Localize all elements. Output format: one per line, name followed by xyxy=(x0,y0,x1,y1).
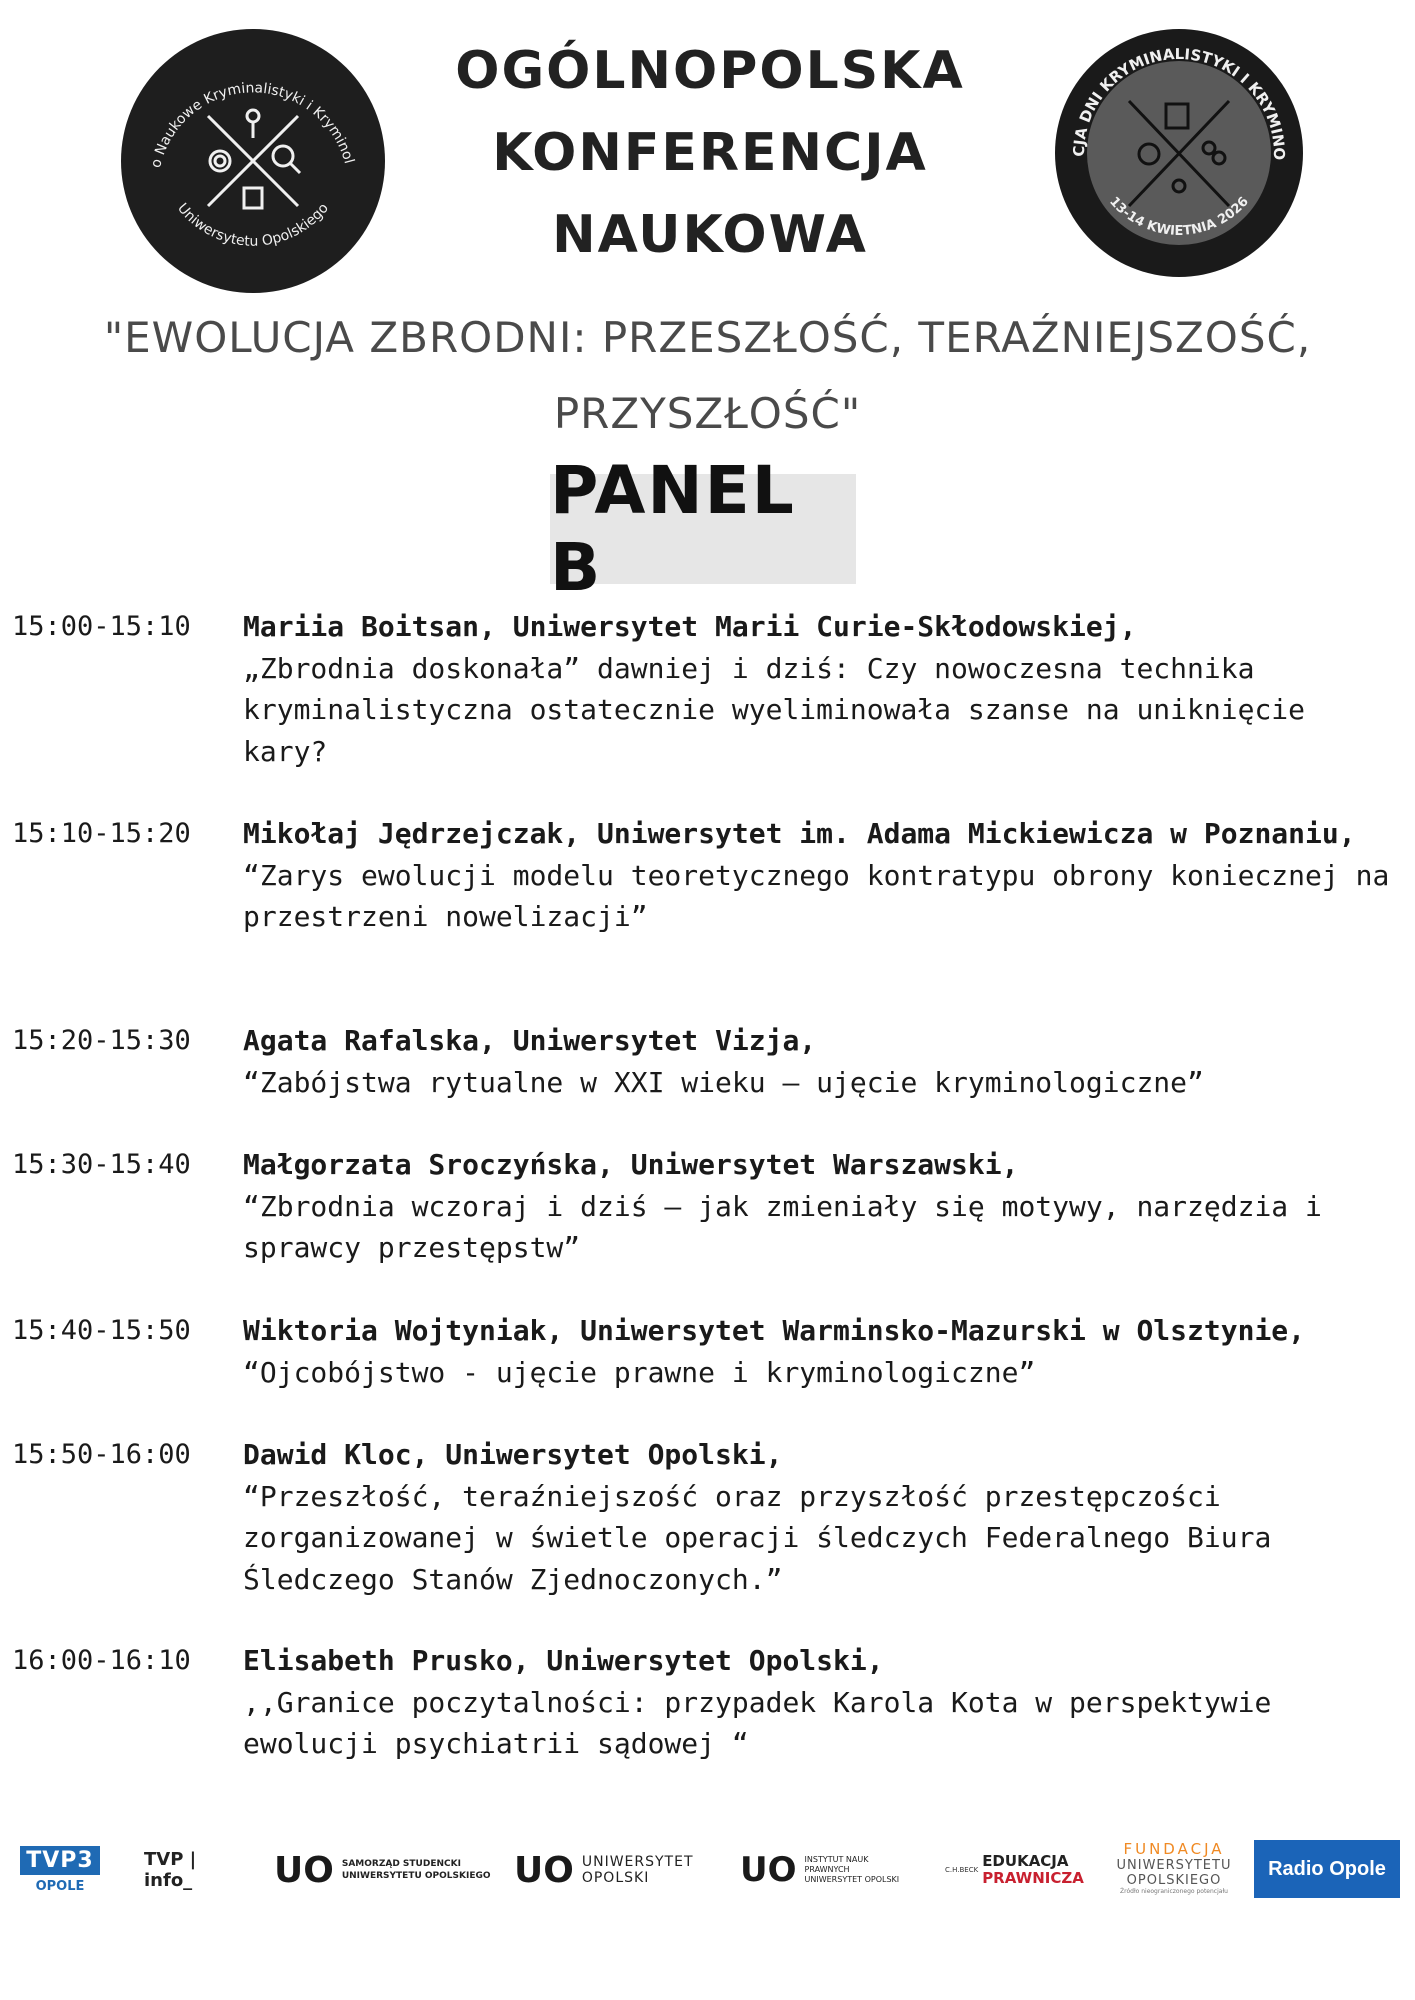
entry-body xyxy=(243,1144,1403,1269)
uo-samorzad-line1: SAMORZĄD STUDENCKI xyxy=(341,1859,461,1869)
circle-logo-kolo-naukowe xyxy=(120,28,386,294)
logo-right-top-text: CJA DNI KRYMINALISTYKI I KRYMINO xyxy=(1069,44,1289,161)
uo-uniwersytet-logo xyxy=(514,1840,696,1900)
entry-body xyxy=(243,1310,1403,1393)
uo-mark: UO xyxy=(274,1849,334,1891)
circle-logo-v-edycja xyxy=(1054,26,1304,280)
logo-right-bottom-text: 13-14 KWIETNIA 2026 xyxy=(1106,194,1252,239)
uo-inp-logo xyxy=(740,1840,905,1900)
fundacja-line1: FUNDACJA xyxy=(1123,1839,1225,1858)
conference-title xyxy=(430,30,990,276)
panel-label-box xyxy=(550,452,856,606)
edukacja-line1: EDUKACJA xyxy=(982,1852,1069,1870)
uo-inp-line2: PRAWNYCH xyxy=(804,1865,850,1874)
entry-time: 15:20-15:30 xyxy=(12,1025,191,1056)
logo-left-top-text: o Naukowe Kryminalistyki i Kryminol xyxy=(148,80,357,170)
entry-body xyxy=(243,606,1403,772)
entry-talk-title: “Przeszłość, teraźniejszość oraz przyszłość przestępczości zorganizowanej w świetle operacji śledczych Federalnego Biura Śledczego Stanów Zjednoczonych.” xyxy=(243,1479,1272,1596)
subtitle-line-1: "EWOLUCJA ZBRODNI: PRZESZŁOŚĆ, TERAŹNIEJSZOŚĆ, xyxy=(103,313,1312,362)
conference-subtitle xyxy=(90,300,1325,452)
edukacja-small: C.H.BECK xyxy=(945,1866,979,1874)
fundacja-line3: OPOLSKIEGO xyxy=(1126,1872,1222,1888)
uo-uni-line2: OPOLSKI xyxy=(581,1870,650,1886)
edukacja-prawnicza-logo xyxy=(945,1840,1085,1900)
entry-time: 15:10-15:20 xyxy=(12,818,191,849)
fundacja-line4: Źródło nieograniczonego potencjału xyxy=(1120,1887,1228,1895)
logo-left-bottom-text: Uniwersytetu Opolskiego xyxy=(174,200,332,250)
entry-speaker: Wiktoria Wojtyniak, Uniwersytet Warminsko-Mazurski w Olsztynie, xyxy=(243,1314,1306,1347)
entry-time: 15:40-15:50 xyxy=(12,1315,191,1346)
radio-opole-logo xyxy=(1254,1840,1400,1898)
entry-talk-title: “Zarys ewolucji modelu teoretycznego kontratypu obrony koniecznej na przestrzeni nowelizacji” xyxy=(243,858,1390,933)
fundacja-uo-logo xyxy=(1104,1832,1244,1902)
entry-time: 15:00-15:10 xyxy=(12,611,191,642)
entry-body xyxy=(243,813,1403,938)
tvp-info-logo xyxy=(144,1840,248,1900)
tvp3-city: OPOLE xyxy=(35,1879,85,1894)
entry-speaker: Mariia Boitsan, Uniwersytet Marii Curie-Skłodowskiej, xyxy=(243,610,1137,643)
sponsor-logos xyxy=(0,1840,1415,1950)
entry-speaker: Małgorzata Sroczyńska, Uniwersytet Warszawski, xyxy=(243,1148,1019,1181)
entry-speaker: Elisabeth Prusko, Uniwersytet Opolski, xyxy=(243,1644,884,1677)
entry-body xyxy=(243,1640,1403,1765)
edukacja-line2: PRAWNICZA xyxy=(982,1869,1084,1887)
entry-talk-title: “Zbrodnia wczoraj i dziś – jak zmieniały się motywy, narzędzia i sprawcy przestępstw” xyxy=(243,1189,1322,1264)
panel-label: PANEL B xyxy=(550,452,796,606)
uo-uni-line1: UNIWERSYTET xyxy=(581,1854,694,1870)
uo-samorzad-logo xyxy=(274,1840,499,1900)
title-line-2: KONFERENCJA xyxy=(492,123,928,183)
title-line-3: NAUKOWA xyxy=(552,205,868,265)
entry-time: 15:50-16:00 xyxy=(12,1439,191,1470)
uo-mark: UO xyxy=(740,1850,797,1890)
entry-talk-title: ,,Granice poczytalności: przypadek Karola Kota w perspektywie ewolucji psychiatrii sądowej “ xyxy=(243,1685,1272,1760)
entry-time: 15:30-15:40 xyxy=(12,1149,191,1180)
entry-body xyxy=(243,1434,1403,1600)
tvp3-mark: TVP3 xyxy=(20,1846,99,1875)
tvp-info-text: TVP | info_ xyxy=(144,1849,197,1891)
subtitle-line-2: PRZYSZŁOŚĆ" xyxy=(553,389,862,438)
title-line-1: OGÓLNOPOLSKA xyxy=(455,41,965,101)
fundacja-line2: UNIWERSYTETU xyxy=(1116,1857,1232,1873)
entry-talk-title: “Ojcobójstwo - ujęcie prawne i kryminologiczne” xyxy=(243,1355,1036,1389)
entry-talk-title: “Zabójstwa rytualne w XXI wieku – ujęcie kryminologiczne” xyxy=(243,1065,1204,1099)
entry-body xyxy=(243,1020,1403,1103)
radio-opole-text: Radio Opole xyxy=(1268,1857,1386,1880)
entry-talk-title: „Zbrodnia doskonała” dawniej i dziś: Czy nowoczesna technika kryminalistyczna ostatecznie wyeliminowała szanse na uniknięcie kary? xyxy=(243,651,1306,768)
entry-time: 16:00-16:10 xyxy=(12,1645,191,1676)
uo-inp-line1: INSTYTUT NAUK xyxy=(804,1855,869,1864)
uo-mark: UO xyxy=(514,1849,574,1891)
entry-speaker: Agata Rafalska, Uniwersytet Vizja, xyxy=(243,1024,817,1057)
tvp3-opole-logo xyxy=(14,1840,106,1900)
uo-samorzad-line2: UNIWERSYTETU OPOLSKIEGO xyxy=(341,1871,491,1881)
entry-speaker: Dawid Kloc, Uniwersytet Opolski, xyxy=(243,1438,783,1471)
uo-inp-line3: UNIWERSYTET OPOLSKI xyxy=(804,1875,900,1884)
entry-speaker: Mikołaj Jędrzejczak, Uniwersytet im. Adama Mickiewicza w Poznaniu, xyxy=(243,817,1356,850)
